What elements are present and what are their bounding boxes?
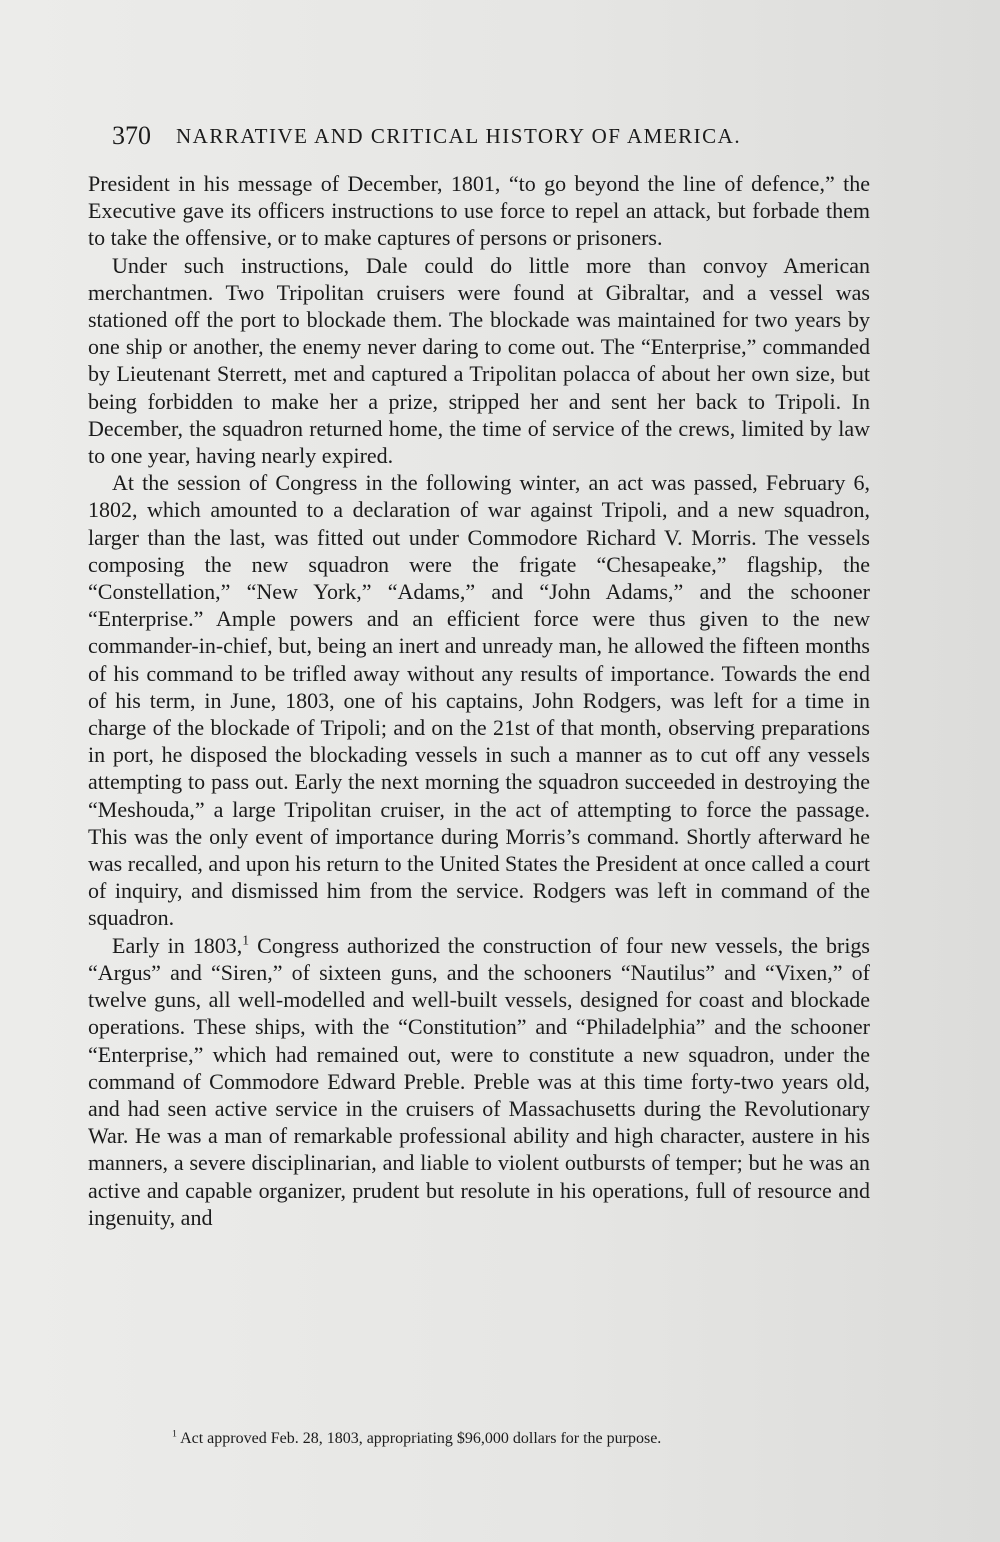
paragraph-4: [88, 932, 870, 1231]
paragraph-1: President in his message of December, 1801, “to go beyond the line of defence,” the Executive gave its officers instructions to use force to repel an attack, but forbade them to take the offensive, or to make captures of persons or prisoners.: [88, 171, 870, 251]
footnote-reference: 1: [242, 932, 250, 948]
footnote-marker: 1: [172, 1428, 177, 1440]
running-title: NARRATIVE AND CRITICAL HISTORY OF AMERICA.: [176, 124, 742, 148]
paragraph-2: Under such instructions, Dale could do little more than convoy American merchantmen. Two Tripolitan cruisers were found at Gibraltar, and a vessel was stationed off the port to blockade them. The blockade was maintained for two years by one ship or another, the enemy never daring to come out. The “Enterprise,” commanded by Lieutenant Sterrett, met and captured a Tripolitan polacca of about her own size, but being forbidden to make her a prize, stripped her and sent her back to Tripoli. In December, the squadron returned home, the time of service of the crews, limited by law to one year, having nearly expired.: [88, 252, 870, 469]
footnote: [172, 1428, 872, 1450]
page-header: [112, 118, 882, 154]
paragraph-4-start: Early in 1803,: [112, 932, 243, 958]
footnote-text: Act approved Feb. 28, 1803, appropriating $96,000 dollars for the purpose.: [176, 1430, 662, 1447]
body-text: [88, 170, 870, 1415]
paragraph-4-rest: Congress authorized the construction of four new vessels, the brigs “Argus” and “Siren,” of sixteen guns, and the schooners “Nautilus” and “Vixen,” of twelve guns, all well-modelled and well-built vessels, designed for coast and blockade operations. These ships, with the “Constitution” and “Philadelphia” and the schooner “Enterprise,” which had remained out, were to constitute a new squadron, under the command of Commodore Edward Preble. Preble was at this time forty-two years old, and had seen active service in the cruisers of Massachusetts during the Revolutionary War. He was a man of remarkable professional ability and high character, austere in his manners, a severe disciplinarian, and liable to violent outbursts of temper; but he was an active and capable organizer, prudent but resolute in his operations, full of resource and ingenuity, and: [88, 932, 870, 1230]
page-number: 370: [112, 121, 151, 150]
paragraph-3: At the session of Congress in the following winter, an act was passed, February 6, 1802, which amounted to a declaration of war against Tripoli, and a new squadron, larger than the last, was fitted out under Commodore Richard V. Morris. The vessels composing the new squadron were the frigate “Chesapeake,” flagship, the “Constellation,” “New York,” “Adams,” and “John Adams,” and the schooner “Enterprise.” Ample powers and an efficient force were thus given to the new commander-in-chief, but, being an inert and unready man, he allowed the fifteen months of his command to be trifled away without any results of importance. Towards the end of his term, in June, 1803, one of his captains, John Rodgers, was left for a time in charge of the blockade of Tripoli; and on the 21st of that month, observing preparations in port, he disposed the blockading vessels in such a manner as to cut off any vessels attempting to pass out. Early the next morning the squadron succeeded in destroying the “Meshouda,” a large Tripolitan cruiser, in the act of attempting to force the passage. This was the only event of importance during Morris’s command. Shortly afterward he was recalled, and upon his return to the United States the President at once called a court of inquiry, and dismissed him from the service. Rodgers was left in command of the squadron.: [88, 470, 870, 931]
